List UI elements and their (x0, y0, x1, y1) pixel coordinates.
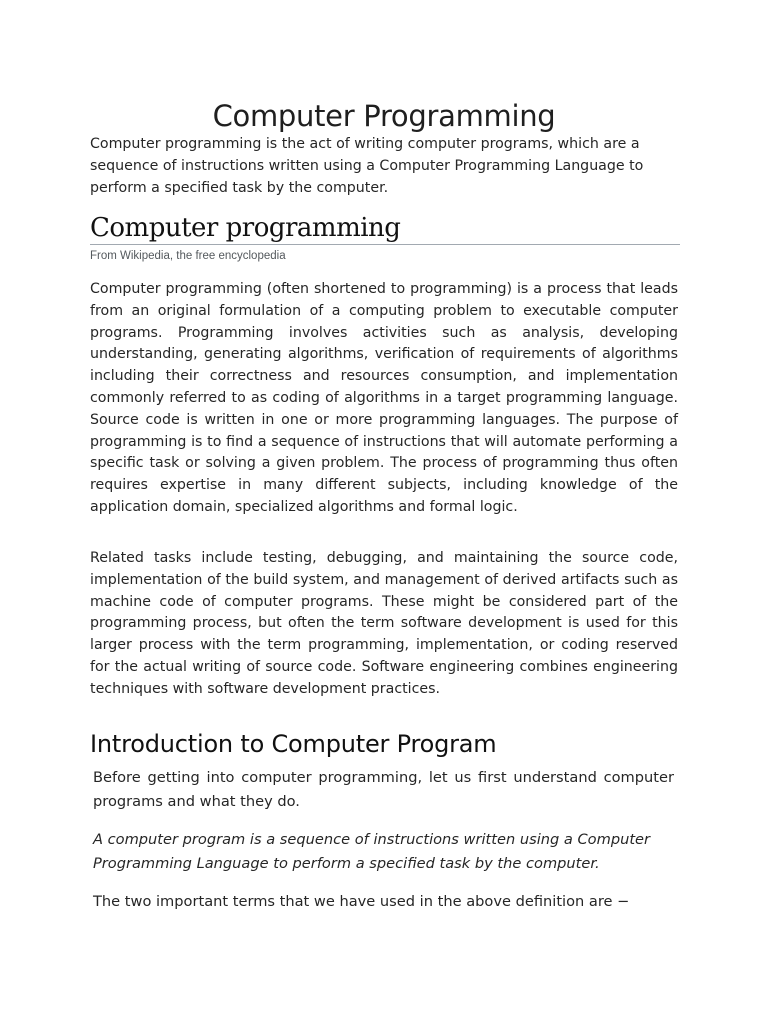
definition-quote: A computer program is a sequence of instructions written using a Computer Programming Language to perform a specified task by the computer. (93, 831, 651, 872)
page-title: Computer Programming (212, 99, 556, 133)
section-heading: Introduction to Computer Program (90, 730, 497, 758)
wiki-heading: Computer programming (90, 208, 680, 245)
body-paragraph-definition: Computer programming (often shortened to programming) is a process that leads from an original formulation of a computing problem to executable computer programs. Programming involves activities such as analysis, developing understanding, generating algorithms, verification of requirements of algorithms including their correctness and resources consumption, and implementation commonly referred to as coding of algorithms in a target programming language. Source code is written in one or more programming languages. The purpose of programming is to find a sequence of instructions that will automate performing a specific task or solving a given problem. The process of programming thus often requires expertise in many different subjects, including knowledge of the application domain, specialized algorithms and formal logic. (90, 281, 678, 515)
body-paragraph-related-tasks: Related tasks include testing, debugging, and maintaining the source code, implementation of the build system, and management of derived artifacts such as machine code of computer programs. These might be considered part of the programming process, but often the term software development is used for this larger process with the term programming, implementation, or coding reserved for the actual writing of source code. Software engineering combines engineering techniques with software development practices. (90, 550, 678, 697)
intro-paragraph: Computer programming is the act of writing computer programs, which are a sequence of instructions written using a Computer Programming Language to perform a specified task by the computer. (90, 136, 644, 196)
body-paragraph-intro: Before getting into computer programming, let us first understand computer programs and what they do. (93, 769, 674, 810)
wiki-subtitle: From Wikipedia, the free encyclopedia (90, 250, 286, 262)
body-paragraph-terms: The two important terms that we have used in the above definition are − (93, 893, 630, 910)
